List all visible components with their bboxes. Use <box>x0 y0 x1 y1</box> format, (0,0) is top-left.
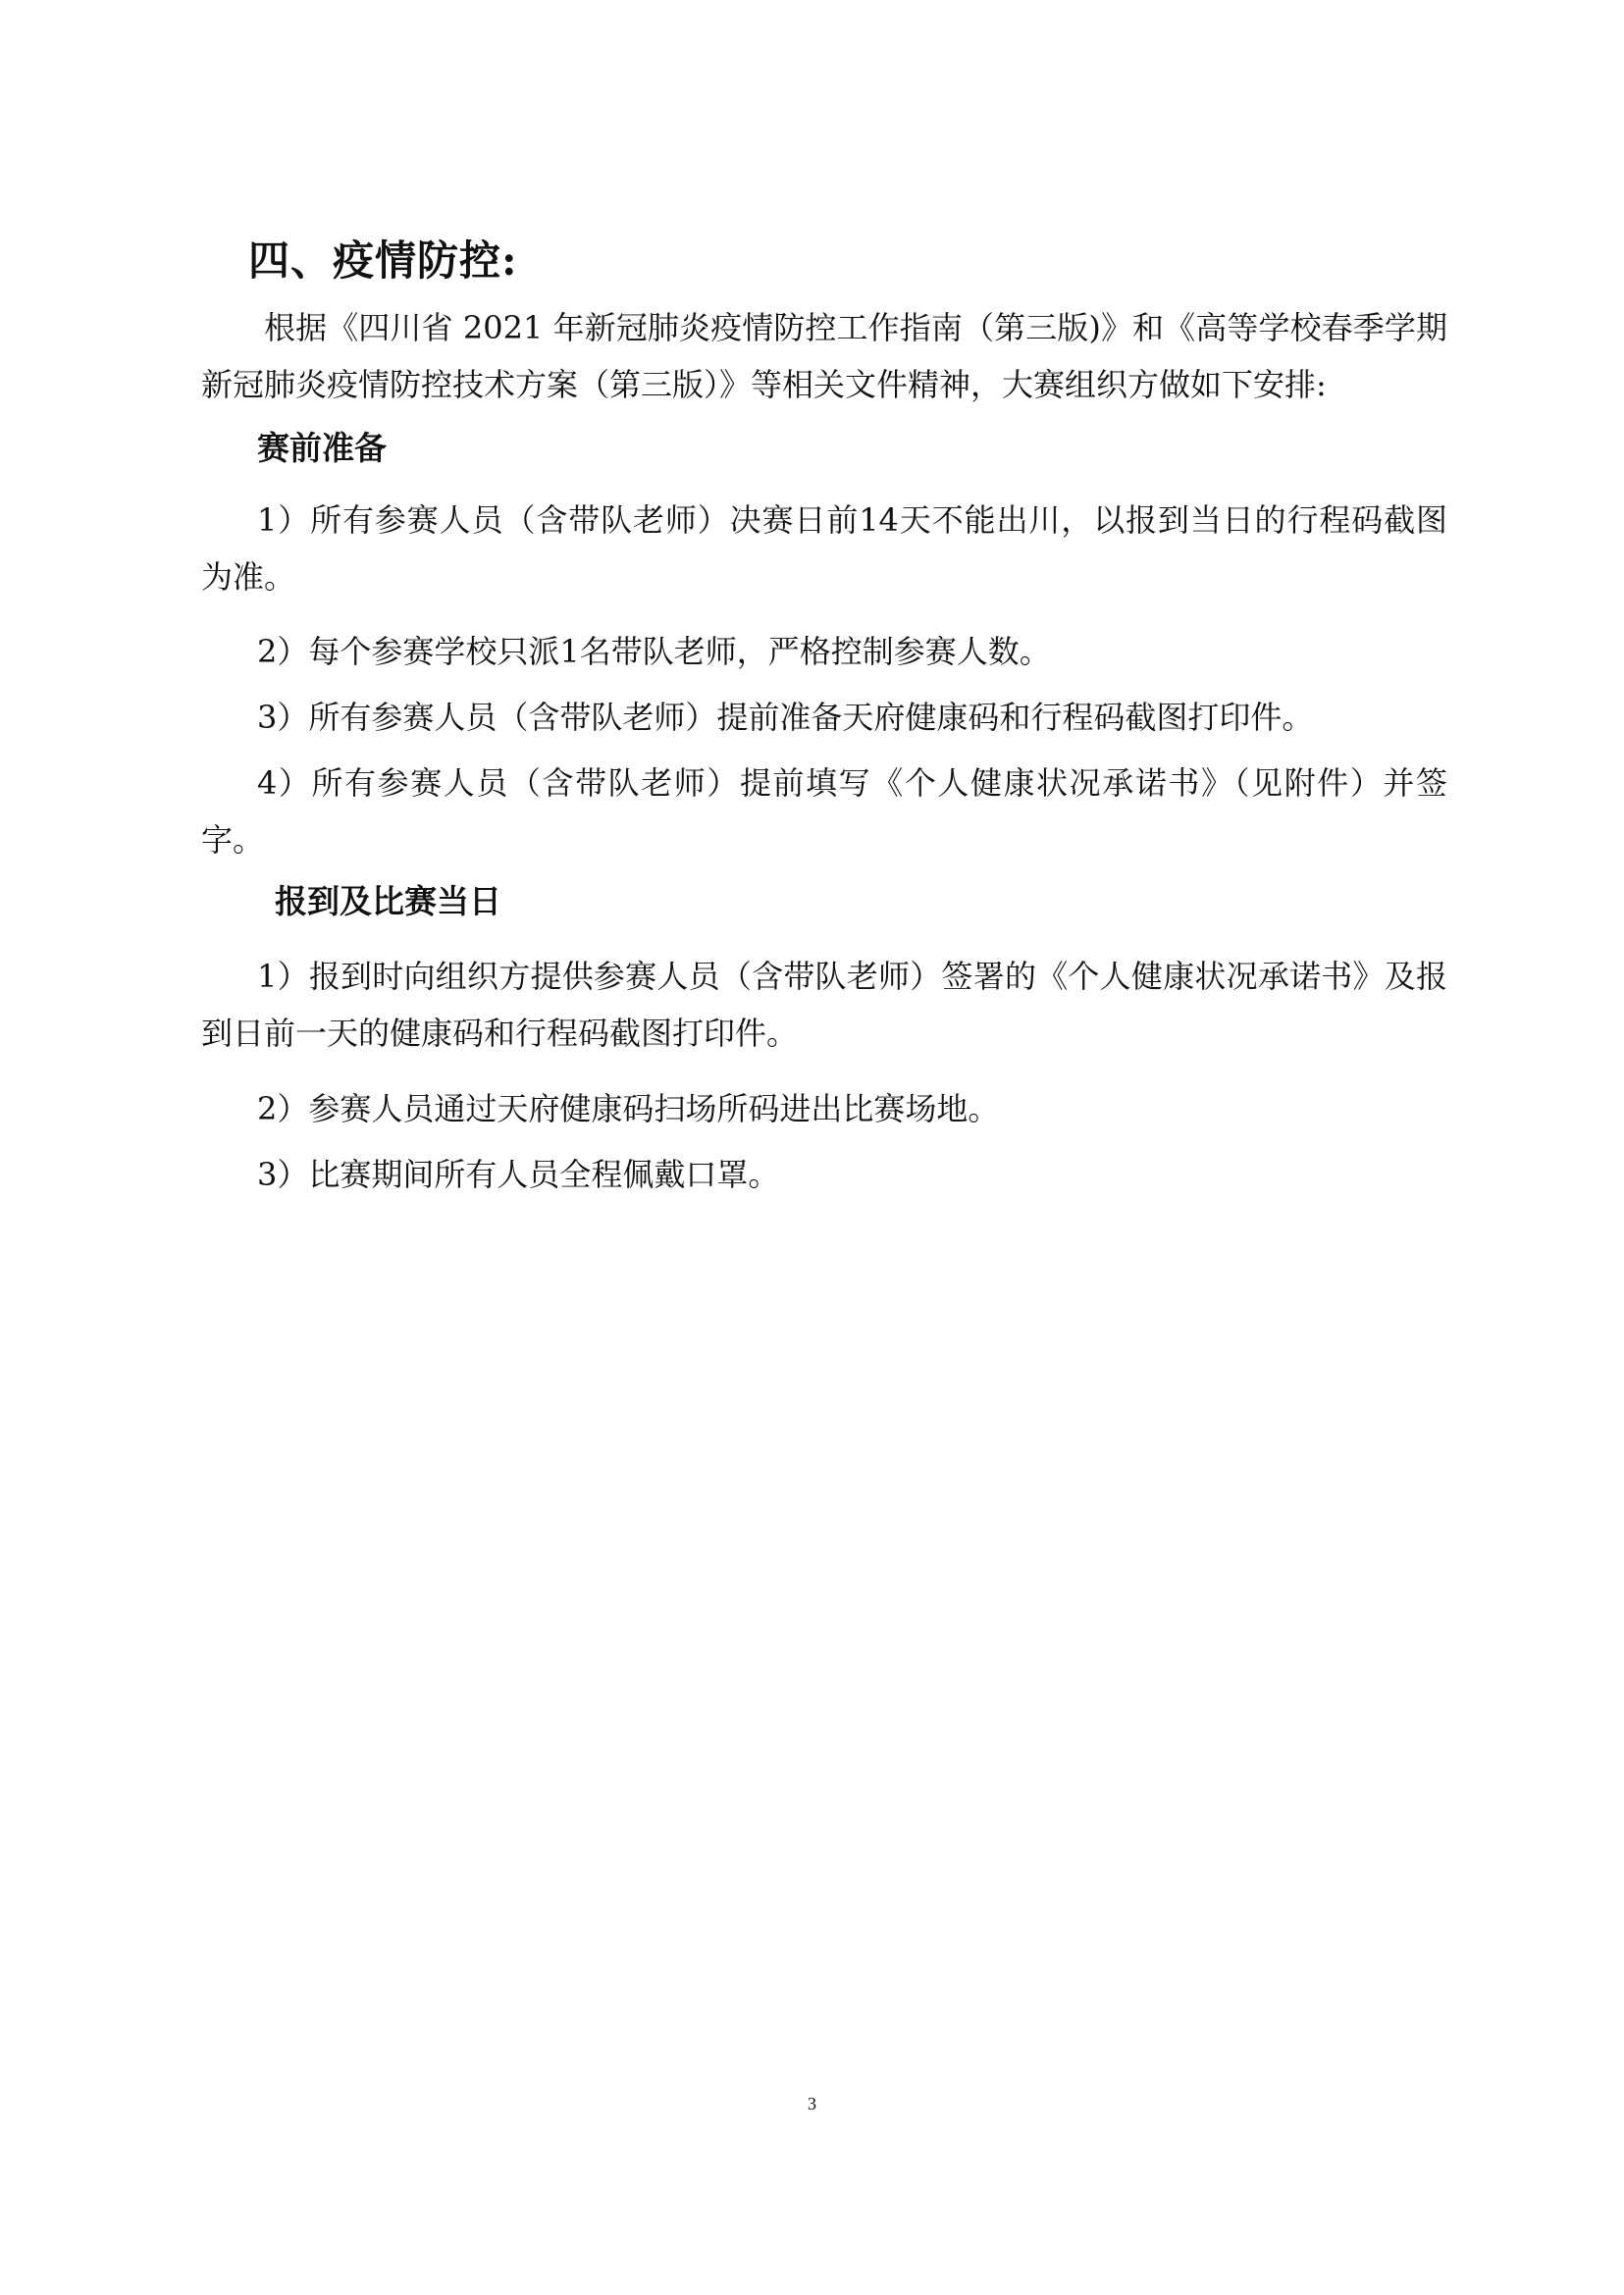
pre-competition-item-4: 4）所有参赛人员（含带队老师）提前填写《个人健康状况承诺书》（见附件）并签字。 <box>201 764 1447 859</box>
competition-day-heading: 报到及比赛当日 <box>275 882 501 921</box>
intro-paragraph: 根据《四川省 2021 年新冠肺炎疫情防控工作指南（第三版)》和《高等学校春季学期新冠肺炎疫情防控技术方案（第三版）》等相关文件精神，大赛组织方做如下安排: <box>201 309 1447 403</box>
pre-competition-item-1: 1）所有参赛人员（含带队老师）决赛日前14天不能出川，以报到当日的行程码截图为准。 <box>201 501 1447 596</box>
pre-competition-heading: 赛前准备 <box>257 429 387 468</box>
competition-day-item-1: 1）报到时向组织方提供参赛人员（含带队老师）签署的《个人健康状况承诺书》及报到日前一天的健康码和行程码截图打印件。 <box>201 958 1447 1052</box>
pre-competition-item-3: 3）所有参赛人员（含带队老师）提前准备天府健康码和行程码截图打印件。 <box>257 699 1314 736</box>
pre-competition-item-2: 2）每个参赛学校只派1名带队老师，严格控制参赛人数。 <box>257 633 1051 670</box>
section-title: 四、疫情防控: <box>248 236 518 286</box>
page-number: 3 <box>808 2094 816 2113</box>
competition-day-item-2: 2）参赛人员通过天府健康码扫场所码进出比赛场地。 <box>257 1090 1000 1127</box>
competition-day-item-3: 3）比赛期间所有人员全程佩戴口罩。 <box>257 1156 780 1193</box>
